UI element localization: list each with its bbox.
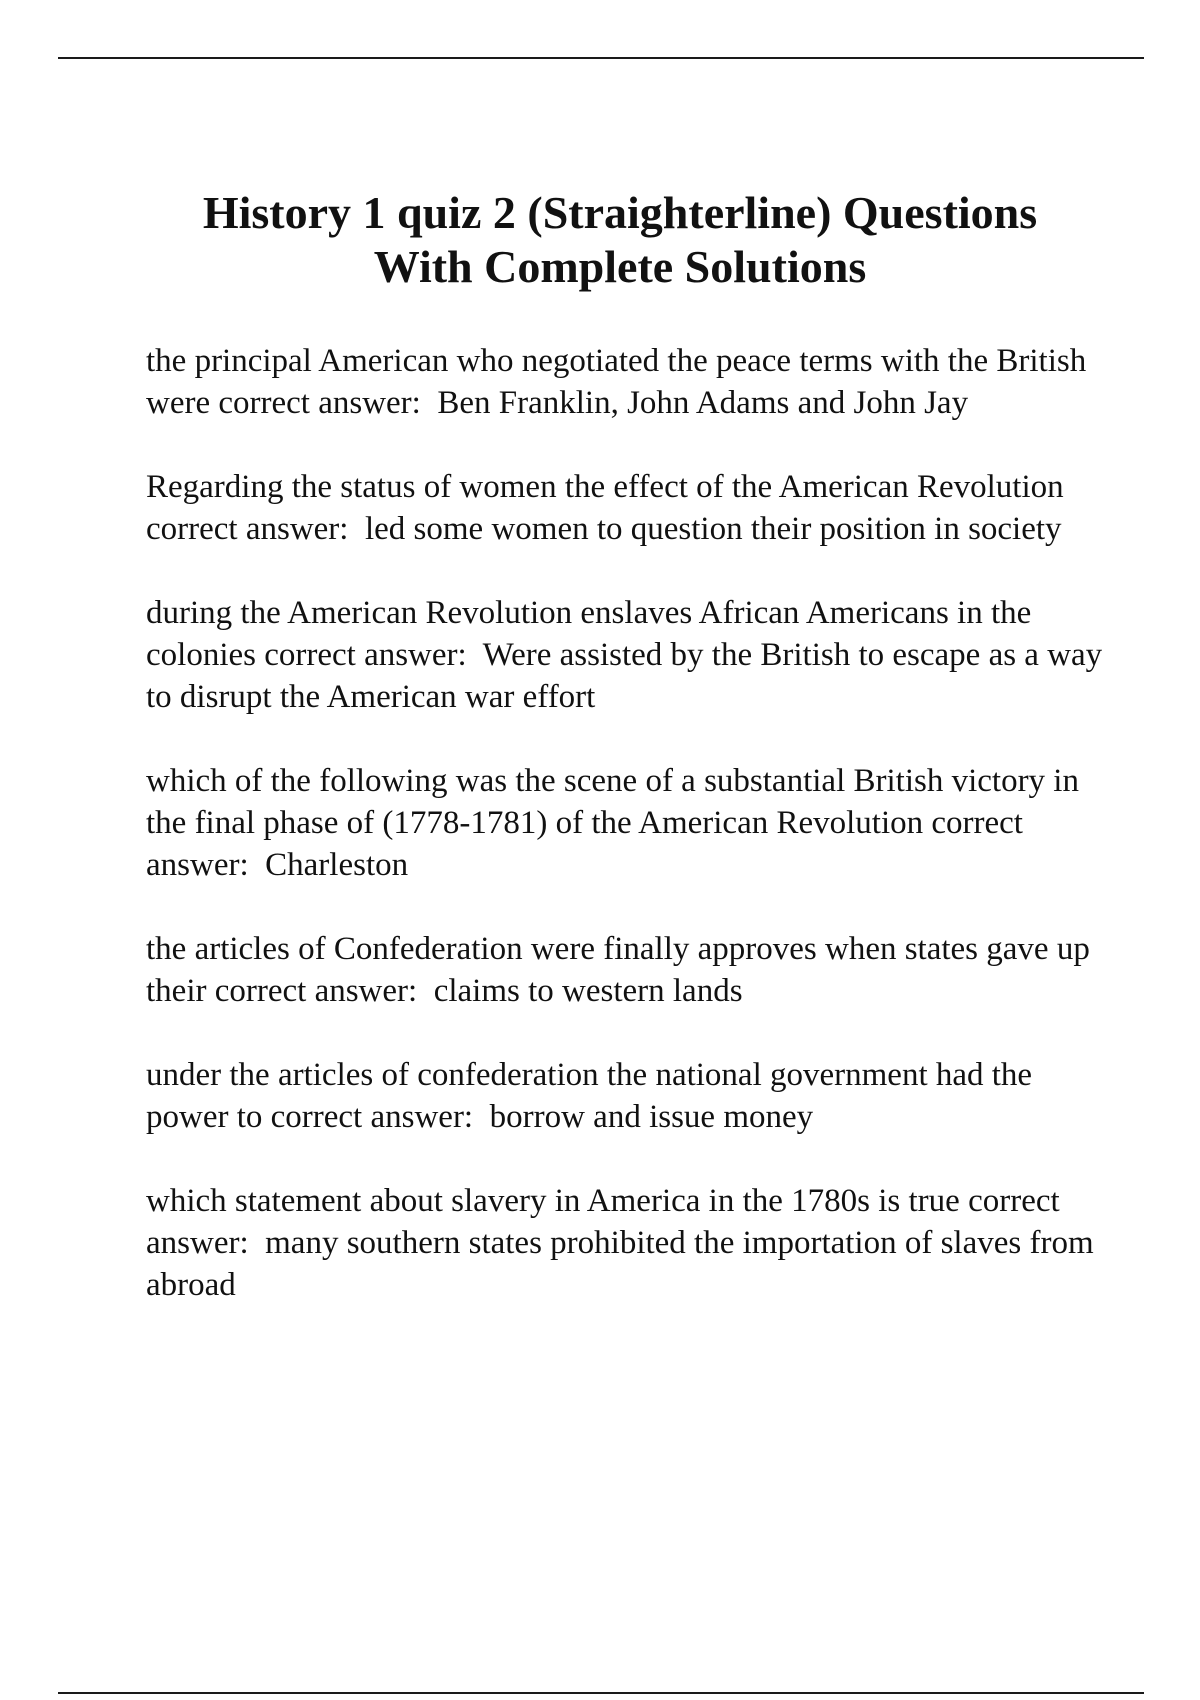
qa-entry-7: [146, 1180, 1106, 1306]
qa-entry-1: [146, 340, 1106, 424]
question-text: which of the following was the scene of a substantial British victory in the final phase of (1778-1781) of the American Revolution: [146, 763, 1088, 841]
question-text: the articles of Confederation were finally approves when states gave up their: [146, 931, 1099, 1009]
answer-text: claims to western lands: [433, 973, 743, 1009]
answer-text: Were assisted by the British to escape as a way to disrupt the American war effort: [146, 637, 1111, 715]
question-text: during the American Revolution enslaves African Americans in the colonies: [146, 595, 1040, 673]
title-line-1: History 1 quiz 2 (Straighterline) Questions: [202, 187, 1038, 238]
qa-entry-4: [146, 760, 1106, 886]
qa-entry-3: [146, 592, 1111, 718]
document-title: [100, 186, 1140, 294]
answer-text: borrow and issue money: [489, 1099, 814, 1135]
answer-separator: correct answer:: [218, 385, 421, 421]
title-line-2: With Complete Solutions: [373, 241, 867, 292]
question-text: Regarding the status of women the effect of the American Revolution: [146, 469, 1064, 505]
answer-text: led some women to question their position in society: [364, 511, 1062, 547]
answer-text: many southern states prohibited the importation of slaves from abroad: [146, 1225, 1102, 1303]
answer-text: Charleston: [265, 847, 409, 883]
answer-separator: correct answer:: [146, 1183, 1068, 1261]
question-text: under the articles of confederation the national government had the power to: [146, 1057, 1041, 1135]
answer-separator: correct answer:: [214, 973, 418, 1009]
qa-entry-6: [146, 1054, 1106, 1138]
bottom-rule: [58, 1692, 1144, 1694]
qa-entry-2: [146, 466, 1106, 550]
answer-separator: correct answer:: [146, 805, 1032, 883]
question-text: which statement about slavery in America in the 1780s is true: [146, 1183, 960, 1219]
answer-text: Ben Franklin, John Adams and John Jay: [437, 385, 969, 421]
qa-entry-5: [146, 928, 1106, 1012]
answer-separator: correct answer:: [146, 511, 349, 547]
answer-separator: correct answer:: [264, 637, 467, 673]
top-rule: [58, 57, 1144, 59]
answer-separator: correct answer:: [270, 1099, 474, 1135]
question-text: the principal American who negotiated the peace terms with the British were: [146, 343, 1095, 421]
qa-list: [146, 340, 1111, 1348]
